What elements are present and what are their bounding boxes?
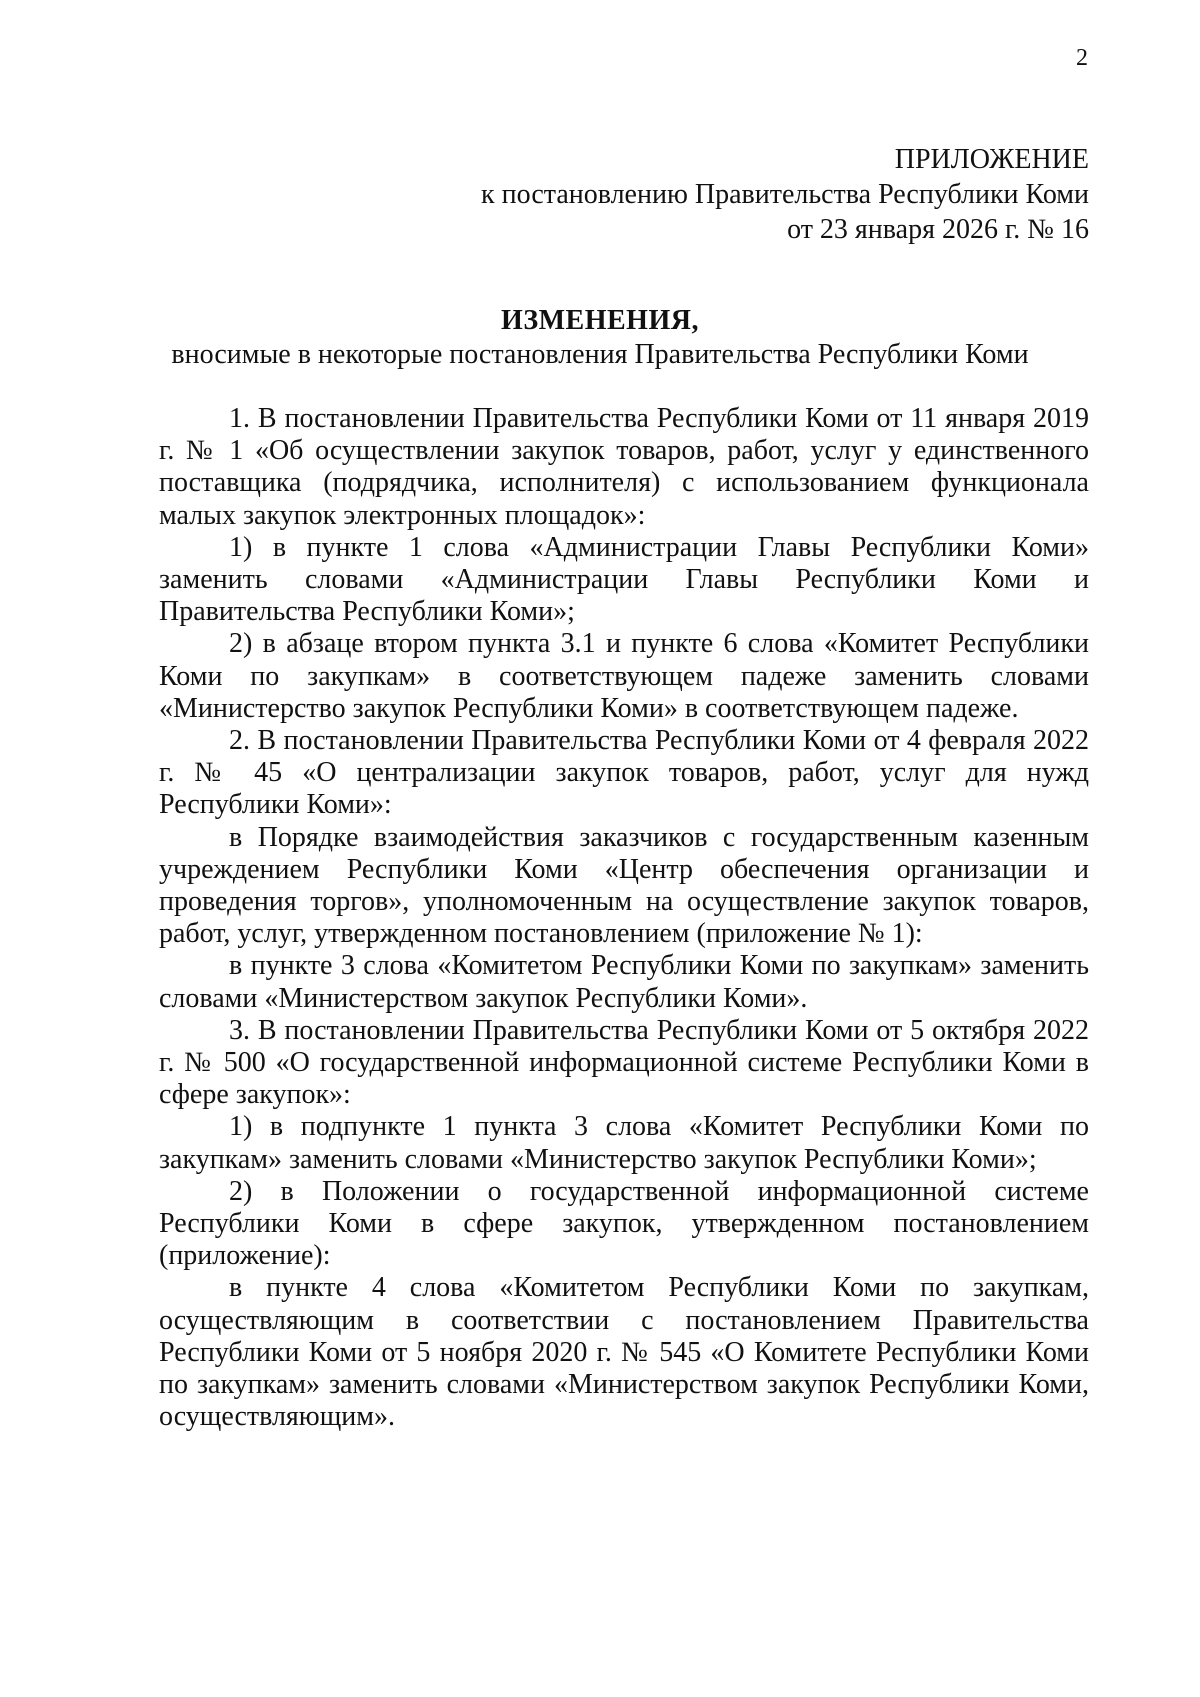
document-heading — [0, 304, 1200, 372]
appendix-title: ПРИЛОЖЕНИЕ — [894, 144, 1089, 175]
paragraph-1: 1. В постановлении Правительства Республики Коми от 11 января 2019 г. № 1 «Об осуществлении закупок товаров, работ, услуг у единственного поставщика (подрядчика, исполнителя) с использованием функционала малых закупок электронных площадок»: — [159, 403, 1089, 531]
document-body — [159, 403, 1089, 1434]
appendix-date-number: от 23 января 2026 г. № 16 — [787, 214, 1089, 245]
appendix-block — [481, 142, 1089, 247]
paragraph-1-2: 2) в абзаце втором пункта 3.1 и пункте 6 слова «Комитет Республики Коми по закупкам» в соответствующем падеже заменить словами «Министерство закупок Республики Коми» в соответствующем падеже. — [159, 628, 1089, 724]
heading-title: ИЗМЕНЕНИЯ, — [501, 305, 699, 336]
appendix-reference: к постановлению Правительства Республики Коми — [481, 179, 1089, 210]
paragraph-2-point-3: в пункте 3 слова «Комитетом Республики Коми по закупкам» заменить словами «Министерством закупок Республики Коми». — [159, 950, 1089, 1014]
paragraph-1-1: 1) в пункте 1 слова «Администрации Главы Республики Коми» заменить словами «Администрации Главы Республики Коми и Правительства Республики Коми»; — [159, 531, 1089, 628]
paragraph-3-2: 2) в Положении о государственной информационной системе Республики Коми в сфере закупок, утвержденном постановлением (приложение): — [159, 1175, 1089, 1272]
paragraph-2-order: в Порядке взаимодействия заказчиков с государственным казенным учреждением Республики Коми «Центр обеспечения организации и проведения торгов», уполномоченным на осуществление закупок товаров, работ, услуг, утвержденном постановлением (приложение № 1): — [159, 821, 1089, 950]
page-number: 2 — [1076, 45, 1088, 71]
paragraph-3-point-4: в пункте 4 слова «Комитетом Республики Коми по закупкам, осуществляющим в соответствии с постановлением Правительства Республики Коми от 5 ноября 2020 г. № 545 «О Комитете Республики Коми по закупкам» заменить словами «Министерством закупок Республики Коми, осуществляющим». — [159, 1272, 1089, 1433]
heading-subtitle: вносимые в некоторые постановления Правительства Республики Коми — [171, 339, 1029, 370]
paragraph-3-1: 1) в подпункте 1 пункта 3 слова «Комитет Республики Коми по закупкам» заменить словами «Министерство закупок Республики Коми»; — [159, 1111, 1089, 1175]
paragraph-3: 3. В постановлении Правительства Республики Коми от 5 октября 2022 г. № 500 «О государственной информационной системе Республики Коми в сфере закупок»: — [159, 1014, 1089, 1111]
paragraph-2: 2. В постановлении Правительства Республики Коми от 4 февраля 2022 г. № 45 «О централизации закупок товаров, работ, услуг для нужд Республики Коми»: — [159, 725, 1089, 821]
